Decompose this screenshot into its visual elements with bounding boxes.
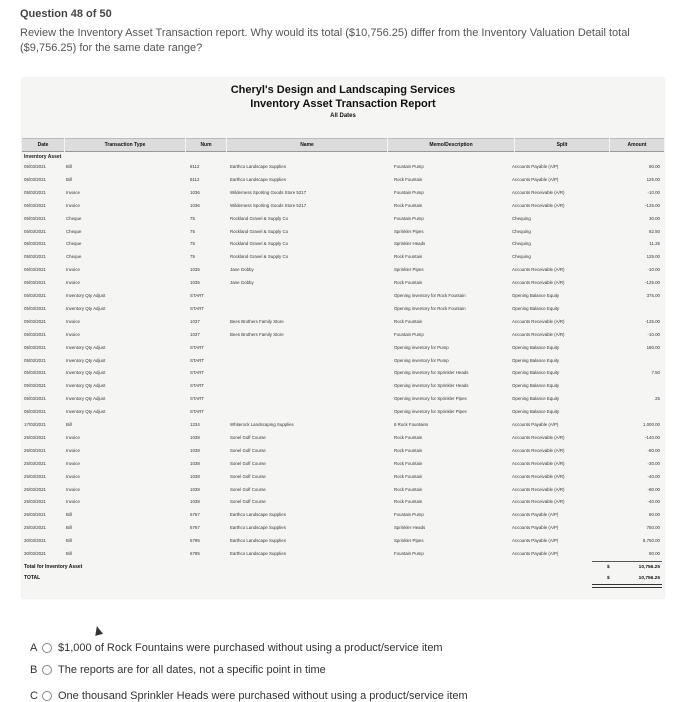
row-date: 05/03/2021 bbox=[24, 202, 46, 208]
row-split: Opening Balance Equity bbox=[512, 305, 560, 311]
report-panel bbox=[22, 78, 664, 598]
row-num: 1038 bbox=[190, 499, 200, 505]
row-date: 05/03/2021 bbox=[24, 267, 46, 273]
col-header-amount[interactable]: Amount bbox=[610, 138, 664, 152]
row-memo: Fountain Pump bbox=[394, 189, 424, 195]
mouse-pointer-icon bbox=[93, 625, 103, 636]
row-num: 1035 bbox=[190, 267, 200, 273]
row-memo: Opening inventory for Sprinkler Heads bbox=[394, 370, 469, 376]
row-amount: 30.00 bbox=[649, 215, 660, 221]
total-label: TOTAL bbox=[24, 575, 41, 581]
row-memo: Rock Fountain bbox=[394, 434, 423, 440]
row-num: 8112 bbox=[190, 176, 200, 182]
answer-option-b[interactable] bbox=[30, 664, 326, 676]
table-row[interactable] bbox=[22, 304, 664, 313]
row-name: Sonel Golf Course bbox=[230, 473, 266, 479]
row-memo: Opening inventory for Rock Fountain bbox=[394, 305, 466, 311]
table-row[interactable] bbox=[22, 227, 664, 236]
row-num: 75 bbox=[190, 254, 195, 260]
row-date: 17/03/2021 bbox=[24, 422, 46, 427]
table-row[interactable] bbox=[22, 536, 664, 545]
row-split: Chequing bbox=[512, 241, 531, 247]
row-name: Earthco Landscape Supplies bbox=[230, 538, 286, 544]
row-num: START bbox=[190, 305, 204, 311]
row-num: 1234 bbox=[190, 422, 200, 427]
row-name: Earthco Landscape Supplies bbox=[230, 164, 286, 169]
row-date: 05/03/2021 bbox=[24, 344, 46, 350]
row-amount: -40.00 bbox=[647, 499, 660, 505]
row-split: Chequing bbox=[512, 254, 531, 260]
row-name: Jane Gobby bbox=[230, 280, 254, 286]
row-amount: 375.00 bbox=[646, 293, 660, 298]
row-type: Inventory Qty Adjust bbox=[66, 370, 106, 376]
row-num: 75 bbox=[190, 228, 195, 234]
row-date: 25/03/2021 bbox=[24, 460, 46, 466]
row-num: 1038 bbox=[190, 460, 200, 466]
row-date: 25/03/2021 bbox=[24, 486, 46, 492]
row-memo: Opening inventory for Sprinkler Heads bbox=[394, 383, 469, 389]
row-num: START bbox=[190, 357, 204, 363]
row-type: Cheque bbox=[66, 254, 82, 260]
row-num: 1036 bbox=[190, 202, 200, 208]
row-num: START bbox=[190, 344, 204, 350]
row-name: Wilderness Sporting Goods Store 5217 bbox=[230, 202, 307, 208]
table-row[interactable] bbox=[22, 356, 664, 365]
row-name: Earthco Landscape Supplies bbox=[230, 525, 286, 531]
row-date: 05/03/2021 bbox=[24, 383, 46, 389]
table-row[interactable] bbox=[22, 407, 664, 416]
row-split: Accounts Receivable (A/R) bbox=[512, 486, 565, 492]
row-memo: Rock Fountain bbox=[394, 447, 423, 453]
row-date: 05/03/2021 bbox=[24, 241, 46, 247]
row-type: Bill bbox=[66, 525, 72, 531]
table-row[interactable] bbox=[22, 459, 664, 468]
row-memo: Opening inventory for Sprinkler Pipes bbox=[394, 396, 467, 402]
table-row[interactable] bbox=[22, 523, 664, 532]
row-split: Accounts Receivable (A/R) bbox=[512, 473, 565, 479]
table-row[interactable] bbox=[22, 446, 664, 455]
row-date: 05/03/2021 bbox=[24, 176, 46, 182]
row-name: Rockland Gravel & Supply Co bbox=[230, 228, 289, 234]
row-memo: Rock Fountain bbox=[394, 486, 423, 492]
row-num: 1038 bbox=[190, 434, 200, 440]
row-num: 1035 bbox=[190, 280, 200, 286]
total-inventory-label: Total for Inventory Asset bbox=[24, 564, 83, 570]
row-split: Accounts Receivable (A/R) bbox=[512, 267, 565, 273]
row-type: Cheque bbox=[66, 228, 82, 234]
row-type: Invoice bbox=[66, 447, 80, 453]
option-text: $1,000 of Rock Fountains were purchased without using a product/service item bbox=[58, 642, 443, 654]
row-date: 05/03/2021 bbox=[24, 396, 46, 402]
row-date: 25/03/2021 bbox=[24, 499, 46, 505]
table-row[interactable] bbox=[22, 472, 664, 481]
row-date: 25/03/2021 bbox=[24, 512, 46, 518]
row-amount: -125.00 bbox=[645, 202, 660, 208]
row-memo: Sprinkler Pipes bbox=[394, 267, 424, 273]
row-name: Earthco Landscape Supplies bbox=[230, 551, 286, 556]
row-name: Rockland Gravel & Supply Co bbox=[230, 241, 289, 247]
row-split: Chequing bbox=[512, 228, 531, 234]
subtotal-line bbox=[592, 561, 662, 562]
row-type: Bill bbox=[66, 164, 72, 169]
row-type: Invoice bbox=[66, 267, 80, 273]
row-type: Inventory Qty Adjust bbox=[66, 305, 106, 311]
row-amount: 7.50 bbox=[651, 370, 660, 376]
row-type: Bill bbox=[66, 176, 72, 182]
row-amount: 80.00 bbox=[649, 551, 660, 556]
row-split: Opening Balance Equity bbox=[512, 293, 560, 298]
row-memo: Rock Fountain bbox=[394, 280, 423, 286]
row-num: 1038 bbox=[190, 486, 200, 492]
table-row[interactable] bbox=[22, 343, 664, 352]
row-amount: 125.00 bbox=[646, 254, 660, 260]
row-name: Bees Brothers Family Store bbox=[230, 331, 284, 337]
row-memo: Opening inventory for Rock Fountain bbox=[394, 293, 466, 298]
row-type: Cheque bbox=[66, 241, 82, 247]
row-name: Wilderness Sporting Goods Store 5217 bbox=[230, 189, 307, 195]
row-date: 05/03/2021 bbox=[24, 318, 46, 324]
row-type: Invoice bbox=[66, 460, 80, 466]
option-letter: B bbox=[30, 664, 38, 676]
row-memo: Rock Fountain bbox=[394, 473, 423, 479]
row-num: START bbox=[190, 396, 204, 402]
row-split: Chequing bbox=[512, 215, 531, 221]
row-date: 25/03/2021 bbox=[24, 447, 46, 453]
row-num: 75 bbox=[190, 241, 195, 247]
row-amount: 80.00 bbox=[649, 512, 660, 518]
row-type: Bill bbox=[66, 512, 72, 518]
table-row[interactable] bbox=[22, 485, 664, 494]
row-memo: Sprinkler Heads bbox=[394, 241, 426, 247]
table-row[interactable] bbox=[22, 394, 664, 403]
row-amount: -125.00 bbox=[645, 318, 660, 324]
row-split: Accounts Payable (A/P) bbox=[512, 164, 559, 169]
row-amount: -40.00 bbox=[647, 473, 660, 479]
row-date: 05/03/2021 bbox=[24, 280, 46, 286]
row-amount: -10.00 bbox=[647, 331, 660, 337]
radio-button-icon[interactable] bbox=[42, 665, 52, 675]
row-date: 05/03/2021 bbox=[24, 305, 46, 311]
row-amount: 8,750.00 bbox=[642, 538, 660, 544]
row-date: 05/03/2021 bbox=[24, 228, 46, 234]
row-amount: -30.00 bbox=[647, 460, 660, 466]
table-row[interactable] bbox=[22, 368, 664, 377]
row-type: Cheque bbox=[66, 215, 82, 221]
row-amount: 25 bbox=[655, 396, 660, 402]
row-memo: Sprinkler Pipes bbox=[394, 538, 424, 544]
row-split: Opening Balance Equity bbox=[512, 409, 560, 415]
row-memo: Sprinkler Pipes bbox=[394, 228, 424, 234]
row-date: 30/03/2021 bbox=[24, 551, 46, 556]
row-split: Accounts Receivable (A/R) bbox=[512, 447, 565, 453]
row-num: START bbox=[190, 409, 204, 415]
row-num: 1037 bbox=[190, 331, 200, 337]
row-type: Inventory Qty Adjust bbox=[66, 396, 106, 402]
row-split: Accounts Receivable (A/R) bbox=[512, 499, 565, 505]
row-split: Opening Balance Equity bbox=[512, 344, 560, 350]
table-row[interactable] bbox=[22, 175, 664, 184]
row-num: 6795 bbox=[190, 538, 200, 544]
row-split: Accounts Receivable (A/R) bbox=[512, 331, 565, 337]
total-inventory-currency: $ bbox=[607, 565, 610, 570]
row-split: Accounts Receivable (A/R) bbox=[512, 434, 565, 440]
question-header: Question 48 of 50 bbox=[20, 8, 112, 20]
col-header-date[interactable]: Date bbox=[22, 138, 64, 152]
row-amount: -125.00 bbox=[645, 280, 660, 286]
row-split: Opening Balance Equity bbox=[512, 357, 560, 363]
row-amount: 750.00 bbox=[646, 525, 660, 531]
row-num: 8112 bbox=[190, 164, 200, 169]
table-row[interactable] bbox=[22, 330, 664, 339]
row-type: Inventory Qty Adjust bbox=[66, 357, 106, 363]
table-row[interactable] bbox=[22, 317, 664, 326]
table-row[interactable] bbox=[22, 265, 664, 274]
col-header-memo[interactable]: Memo/Description bbox=[388, 138, 514, 152]
group-label: Inventory Asset bbox=[24, 154, 62, 160]
table-row[interactable] bbox=[22, 433, 664, 442]
row-type: Inventory Qty Adjust bbox=[66, 383, 106, 389]
row-name: Earthco Landscape Supplies bbox=[230, 512, 286, 518]
row-split: Opening Balance Equity bbox=[512, 396, 560, 402]
row-amount: -80.00 bbox=[647, 486, 660, 492]
row-amount: -10.00 bbox=[647, 267, 660, 273]
total-inventory-amount: 10,756.25 bbox=[638, 565, 660, 570]
row-memo: Rock Fountain bbox=[394, 499, 423, 505]
row-date: 05/03/2021 bbox=[24, 215, 46, 221]
row-type: Invoice bbox=[66, 280, 80, 286]
row-date: 05/03/2021 bbox=[24, 254, 46, 260]
row-num: 6767 bbox=[190, 512, 200, 518]
table-row[interactable] bbox=[22, 162, 664, 171]
table-row[interactable] bbox=[22, 278, 664, 287]
row-type: Invoice bbox=[66, 331, 80, 337]
row-num: 75 bbox=[190, 215, 195, 221]
row-type: Invoice bbox=[66, 486, 80, 492]
row-memo: Rock Fountain bbox=[394, 254, 423, 260]
row-name: Sonel Golf Course bbox=[230, 434, 266, 440]
row-split: Accounts Payable (A/P) bbox=[512, 538, 559, 544]
row-memo: Opening inventory for Pump bbox=[394, 344, 449, 350]
total-currency: $ bbox=[607, 576, 610, 581]
row-num: 6767 bbox=[190, 525, 200, 531]
table-row[interactable] bbox=[22, 420, 664, 429]
row-name: Sonel Golf Course bbox=[230, 486, 266, 492]
row-memo: Rock Fountain bbox=[394, 202, 423, 208]
table-row[interactable] bbox=[22, 252, 664, 261]
row-split: Accounts Receivable (A/R) bbox=[512, 460, 565, 466]
row-amount: 80.00 bbox=[649, 164, 660, 169]
row-date: 05/03/2021 bbox=[24, 409, 46, 415]
table-row[interactable] bbox=[22, 239, 664, 248]
row-date: 25/03/2021 bbox=[24, 473, 46, 479]
row-amount: -80.00 bbox=[647, 447, 660, 453]
row-memo: Fountain Pump bbox=[394, 512, 424, 518]
radio-button-icon[interactable] bbox=[42, 643, 52, 653]
question-text: Review the Inventory Asset Transaction report. Why would its total ($10,756.25) differ from the Inventory Valuation Detail total ($9,756.25) for the same date range? bbox=[20, 27, 630, 54]
row-date: 05/03/2021 bbox=[24, 293, 46, 298]
row-amount: 11.25 bbox=[649, 241, 660, 247]
row-name: Whiterock Landscaping Supplies bbox=[230, 422, 294, 427]
row-type: Inventory Qty Adjust bbox=[66, 293, 106, 298]
table-row[interactable] bbox=[22, 188, 664, 197]
row-memo: Fountain Pump bbox=[394, 215, 424, 221]
row-memo: Rock Fountain bbox=[394, 460, 423, 466]
row-memo: Fountain Pump bbox=[394, 331, 424, 337]
row-amount: 180.00 bbox=[646, 344, 660, 350]
option-letter: A bbox=[30, 642, 38, 654]
table-row[interactable] bbox=[22, 214, 664, 223]
row-memo: Opening inventory for Pump bbox=[394, 357, 449, 363]
table-row[interactable] bbox=[22, 201, 664, 210]
row-name: Bees Brothers Family Store bbox=[230, 318, 284, 324]
row-type: Bill bbox=[66, 422, 72, 427]
table-row[interactable] bbox=[22, 381, 664, 390]
row-split: Accounts Receivable (A/R) bbox=[512, 189, 565, 195]
row-name: Jane Gobby bbox=[230, 267, 254, 273]
row-num: 1036 bbox=[190, 189, 200, 195]
row-type: Invoice bbox=[66, 189, 80, 195]
row-num: START bbox=[190, 383, 204, 389]
option-text: The reports are for all dates, not a specific point in time bbox=[58, 664, 326, 676]
row-memo: Opening inventory for Sprinkler Pipes bbox=[394, 409, 467, 415]
row-date: 05/03/2021 bbox=[24, 370, 46, 376]
col-header-type[interactable]: Transaction Type bbox=[65, 138, 185, 152]
option-letter: C bbox=[30, 690, 38, 702]
row-split: Opening Balance Equity bbox=[512, 370, 560, 376]
row-date: 05/03/2021 bbox=[24, 331, 46, 337]
row-num: 6795 bbox=[190, 551, 200, 556]
row-split: Accounts Receivable (A/R) bbox=[512, 280, 565, 286]
total-double-line bbox=[592, 584, 662, 588]
row-split: Accounts Payable (A/P) bbox=[512, 176, 559, 182]
table-row[interactable] bbox=[22, 549, 664, 558]
report-dates: All Dates bbox=[330, 113, 356, 119]
row-date: 25/03/2021 bbox=[24, 434, 46, 440]
row-date: 05/03/2021 bbox=[24, 357, 46, 363]
row-name: Sonel Golf Course bbox=[230, 499, 266, 505]
row-split: Accounts Payable (A/P) bbox=[512, 551, 559, 556]
col-header-split[interactable]: Split bbox=[515, 138, 609, 152]
row-type: Inventory Qty Adjust bbox=[66, 344, 106, 350]
row-num: 1038 bbox=[190, 473, 200, 479]
table-row[interactable] bbox=[22, 497, 664, 506]
col-header-name[interactable]: Name bbox=[227, 138, 387, 152]
row-amount: 125.00 bbox=[646, 176, 660, 182]
row-amount: 1,000.00 bbox=[642, 422, 660, 427]
row-date: 30/03/2021 bbox=[24, 538, 46, 544]
row-num: START bbox=[190, 293, 204, 298]
row-num: 1037 bbox=[190, 318, 200, 324]
row-memo: Rock Fountain bbox=[394, 176, 423, 182]
report-title: Inventory Asset Transaction Report bbox=[250, 98, 436, 110]
row-name: Sonel Golf Course bbox=[230, 447, 266, 453]
row-type: Bill bbox=[66, 538, 72, 544]
row-date: 05/03/2021 bbox=[24, 189, 46, 195]
row-split: Accounts Payable (A/P) bbox=[512, 512, 559, 518]
table-row[interactable] bbox=[22, 510, 664, 519]
row-type: Bill bbox=[66, 551, 72, 556]
row-amount: -140.00 bbox=[645, 434, 660, 440]
row-name: Earthco Landscape Supplies bbox=[230, 176, 286, 182]
table-row[interactable] bbox=[22, 291, 664, 300]
row-memo: Sprinkler Heads bbox=[394, 525, 426, 531]
row-name: Rockland Gravel & Supply Co bbox=[230, 215, 289, 221]
col-header-num[interactable]: Num bbox=[186, 138, 226, 152]
row-memo: 8 Rock Fountains bbox=[394, 422, 429, 427]
row-memo: Fountain Pump bbox=[394, 551, 424, 556]
row-memo: Fountain Pump bbox=[394, 164, 424, 169]
row-type: Invoice bbox=[66, 473, 80, 479]
row-date: 05/03/2021 bbox=[24, 164, 46, 169]
row-amount: 82.50 bbox=[649, 228, 660, 234]
answer-option-c[interactable] bbox=[30, 690, 468, 702]
row-num: 1038 bbox=[190, 447, 200, 453]
row-type: Invoice bbox=[66, 318, 80, 324]
row-split: Accounts Receivable (A/R) bbox=[512, 202, 565, 208]
row-num: START bbox=[190, 370, 204, 376]
total-amount: 10,756.25 bbox=[638, 576, 660, 581]
row-name: Rockland Gravel & Supply Co bbox=[230, 254, 289, 260]
row-type: Invoice bbox=[66, 499, 80, 505]
option-text: One thousand Sprinkler Heads were purchased without using a product/service item bbox=[58, 690, 468, 702]
row-amount: -10.00 bbox=[647, 189, 660, 195]
row-memo: Rock Fountain bbox=[394, 318, 423, 324]
row-name: Sonel Golf Course bbox=[230, 460, 266, 466]
report-company: Cheryl's Design and Landscaping Services bbox=[230, 84, 456, 96]
row-date: 25/03/2021 bbox=[24, 525, 46, 531]
row-type: Invoice bbox=[66, 202, 80, 208]
answer-option-a[interactable] bbox=[30, 642, 443, 654]
row-split: Opening Balance Equity bbox=[512, 383, 560, 389]
row-split: Accounts Payable (A/P) bbox=[512, 422, 559, 427]
row-split: Accounts Receivable (A/R) bbox=[512, 318, 565, 324]
row-type: Inventory Qty Adjust bbox=[66, 409, 106, 415]
row-split: Accounts Payable (A/P) bbox=[512, 525, 559, 531]
row-type: Invoice bbox=[66, 434, 80, 440]
